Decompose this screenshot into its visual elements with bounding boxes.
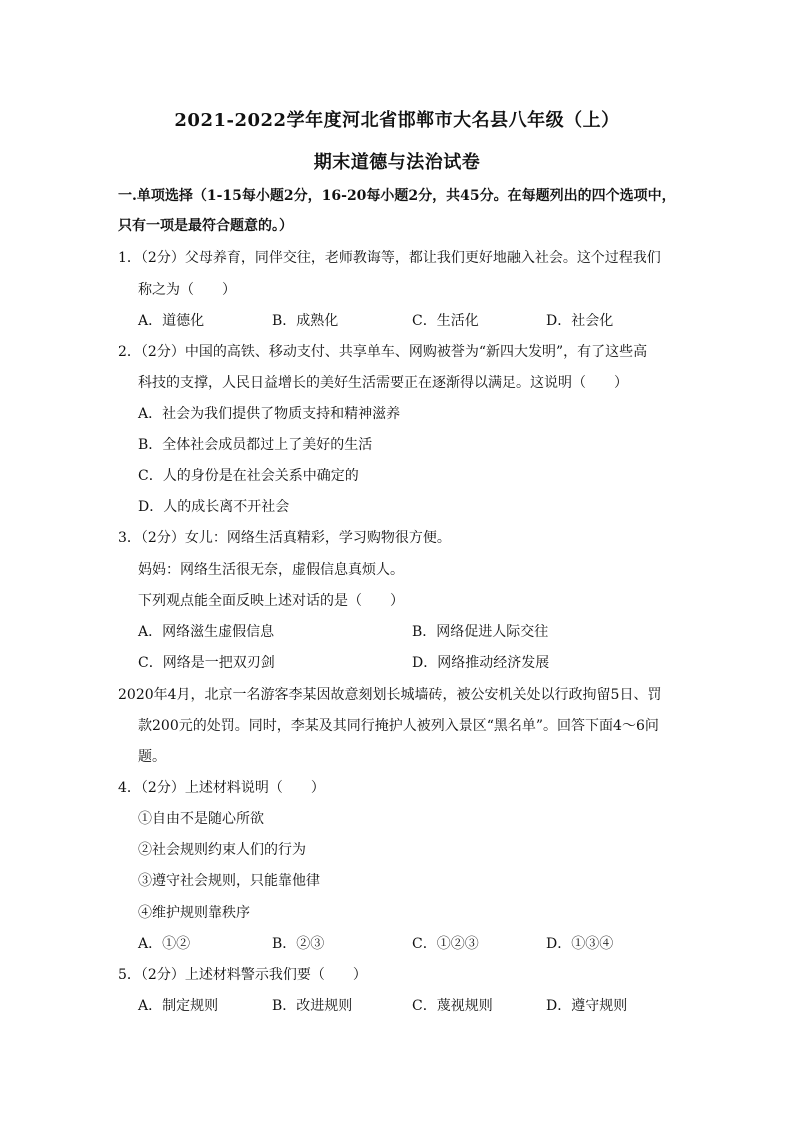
q3-stem-line1: 3．（2分）女儿：网络生活真精彩，学习购物很方便。 [118, 530, 451, 546]
q5-stem: 5．（2分）上述材料警示我们要（ ） [118, 967, 367, 983]
q5-option-a: A．制定规则 [138, 998, 219, 1014]
q2-stem-line2: 科技的支撑，人民日益增长的美好生活需要正在逐渐得以满足。这说明（ ） [138, 375, 628, 391]
material-line2: 款200元的处罚。同时，李某及其同行掩护人被列入景区“黑名单”。回答下面4～6问 [138, 718, 659, 734]
q1-option-c: C．生活化 [412, 313, 479, 329]
q3-option-b: B．网络促进人际交往 [412, 624, 549, 640]
material-line3: 题。 [138, 749, 166, 765]
q3-option-a: A．网络滋生虚假信息 [138, 624, 275, 640]
q1-option-d: D．社会化 [546, 313, 614, 329]
q1-stem-line2: 称之为（ ） [138, 282, 236, 298]
q3-option-c: C．网络是一把双刃剑 [138, 655, 275, 671]
section-heading-line2: 只有一项是最符合题意的。） [118, 218, 293, 234]
material-line1: 2020年4月，北京一名游客李某因故意刻划长城墙砖，被公安机关处以行政拘留5日、罚 [118, 687, 662, 703]
q2-stem-line1: 2．（2分）中国的高铁、移动支付、共享单车、网购被誉为“新四大发明”，有了这些高 [118, 344, 648, 360]
q5-option-c: C．蔑视规则 [412, 998, 493, 1014]
exam-title-line2: 期末道德与法治试卷 [313, 152, 481, 173]
q4-statement-1: ①自由不是随心所欲 [138, 811, 264, 827]
q4-option-d: D．①③④ [546, 936, 614, 952]
q2-option-d: D．人的成长离不开社会 [138, 499, 290, 515]
q1-stem-line1: 1．（2分）父母养育，同伴交往，老师教诲等，都让我们更好地融入社会。这个过程我们 [118, 250, 661, 266]
q4-option-a: A．①② [138, 936, 191, 952]
q5-option-b: B．改进规则 [272, 998, 353, 1014]
q2-option-a: A．社会为我们提供了物质支持和精神滋养 [138, 406, 401, 422]
q2-option-c: C．人的身份是在社会关系中确定的 [138, 468, 359, 484]
q4-statement-2: ②社会规则约束人们的行为 [138, 842, 306, 858]
q4-option-c: C．①②③ [412, 936, 479, 952]
q1-option-a: A．道德化 [138, 313, 205, 329]
q4-option-b: B．②③ [272, 936, 325, 952]
section-heading-line1: 一.单项选择（1-15每小题2分，16-20每小题2分，共45分。在每题列出的四个选项中， [118, 188, 676, 204]
exam-title-line1: 2021-2022学年度河北省邯郸市大名县八年级（上） [174, 110, 620, 131]
q5-option-d: D．遵守规则 [546, 998, 628, 1014]
q3-stem-line3: 下列观点能全面反映上述对话的是（ ） [138, 593, 404, 609]
q4-stem: 4．（2分）上述材料说明（ ） [118, 780, 325, 796]
q4-statement-4: ④维护规则靠秩序 [138, 905, 250, 921]
q2-option-b: B．全体社会成员都过上了美好的生活 [138, 437, 373, 453]
q3-option-d: D．网络推动经济发展 [412, 655, 550, 671]
q4-statement-3: ③遵守社会规则，只能靠他律 [138, 873, 320, 889]
q1-option-b: B．成熟化 [272, 313, 339, 329]
q3-stem-line2: 妈妈：网络生活很无奈，虚假信息真烦人。 [138, 562, 404, 578]
